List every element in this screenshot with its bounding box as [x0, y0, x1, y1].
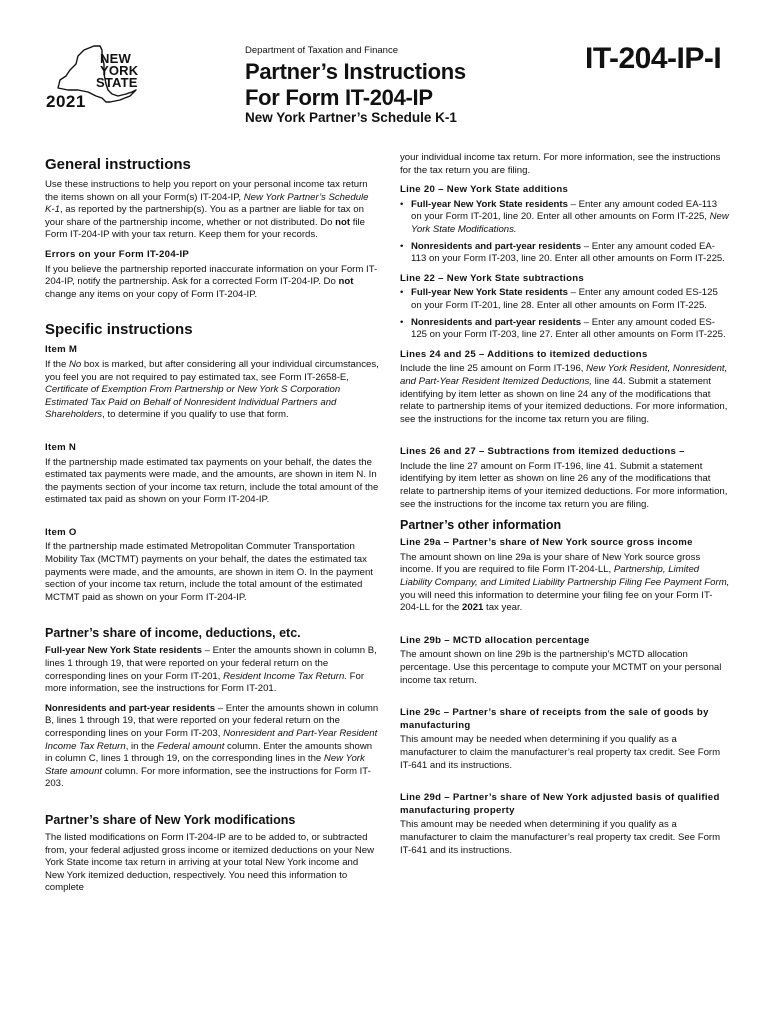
text-span: , in the [125, 740, 158, 752]
text-span: Resident Income Tax Return. [223, 670, 348, 682]
text-span: box is marked, but after considering all your individual circumstances, you feel you are not required to pay estimated tax, see Form IT-2658-E, [45, 358, 379, 383]
text-span: – Enter any amount coded ES-125 on your Form IT-203, line 27. Enter all other amounts on Form IT-225. [411, 316, 726, 341]
text-span: – Enter any amount coded ES-125 on your Form IT-201, line 28. Enter all other amounts on Form IT-225. [411, 287, 718, 311]
share-income-heading: Partner’s share of income, deductions, etc. [45, 626, 301, 641]
text-span: line 44. Submit a statement identifying by item letter as shown on line 24 any of the modifications that relate to partnership items of your itemized deductions. For more information, see the instructions for the income tax return you are filing. [400, 375, 728, 425]
form-number: IT-204-IP-I [585, 42, 722, 75]
text-span: Full-year New York State residents [411, 198, 568, 210]
text-span: Certificate of Exemption From Partnership or New York S Corporation Estimated Tax Paid on Behalf of Nonresident Individual Partners and Shareholders [45, 384, 341, 421]
text-span: – Enter the amounts shown in column B, lines 1 through 19, that were reported on your federal return on the corresponding lines on your Form IT-203, [45, 702, 379, 739]
text-span: – Enter any amount coded EA-113 on your Form IT-201, line 20. Enter all other amounts on Form IT-225, [411, 198, 718, 223]
text-span: Federal amount [157, 740, 225, 752]
line-29c-heading: Line 29c – Partner’s share of receipts from the sale of goods by manufacturing [400, 707, 709, 731]
line-22-list [400, 287, 730, 341]
text-span: Nonresidents and part-year residents [411, 316, 582, 328]
item-n-heading: Item N [45, 441, 77, 453]
text-span: Include the line 25 amount on Form IT-196, [400, 363, 587, 375]
text-span: New York Partner’s Schedule K-1 [45, 191, 369, 216]
text-span: , as reported by the partnership(s). You as a partner are liable for tax on your share of the partnership income, whether or not distributed. Do [45, 204, 364, 228]
line-20-list [400, 199, 730, 266]
line-29a-heading: Line 29a – Partner’s share of New York source gross income [400, 537, 693, 549]
tax-year: 2021 [46, 92, 86, 111]
text-span: New York State amount [45, 753, 365, 777]
text-span: Partnership, Limited Liability Company, and Limited Liability Partnership Filing Fee Payment Form, [400, 564, 730, 589]
item-o-text: If the partnership made estimated Metropolitan Commuter Transportation Mobility Tax (MCTMT) payments on your behalf, the dates the estimated tax payments were made, and the amounts, are shown in item O. In the payment section of your income tax return, include the total amount of the estimated MCTMT paid as shown on your Form IT-204-IP. [45, 541, 373, 603]
page-title [245, 59, 466, 111]
text-span: – Enter any amount coded EA-113 on your Form IT-203, line 20. Enter all other amounts on Form IT-225. [411, 240, 725, 265]
line-29b-heading: Line 29b – MCTD allocation percentage [400, 634, 590, 646]
text-span: Use these instructions to help you report on your personal income tax return the items shown on all your Form(s) IT-204-IP, [45, 179, 368, 203]
list-item [400, 287, 730, 312]
line-29d-heading: Line 29d – Partner’s share of New York adjusted basis of qualified manufacturing property [400, 792, 720, 816]
text-span: column. For more information, see the instructions for Form IT-203. [45, 765, 371, 790]
text-span: If the [45, 358, 69, 370]
text-span: For more information, see the instructions for Form IT-201. [45, 670, 365, 695]
text-span: Nonresidents and part-year residents [45, 702, 216, 714]
title-line-2: For Form IT-204-IP [245, 85, 433, 110]
line-29c-text: This amount may be needed when determining if you qualify as a manufacturer to claim the manufacturer’s real property tax credit. See Form IT-641 and its instructions. [400, 734, 721, 771]
text-span: New York State Modifications. [411, 211, 729, 235]
text-span: If you believe the partnership reported inaccurate information on your Form IT-204-IP, notify the partnership. Ask for a corrected Form IT-204-IP. Do [45, 263, 378, 288]
text-span: Full-year New York State residents [45, 645, 202, 657]
ny-modifications-text: The listed modifications on Form IT-204-IP are to be added to, or subtracted from, your federal adjusted gross income or itemized deductions on your New York State income tax return in arriving at your total New York income and New York itemized deduction, respectively. You need this information to complete [45, 831, 375, 894]
line-22-heading: Line 22 – New York State subtractions [400, 272, 585, 284]
ny-modifications-heading: Partner’s share of New York modifications [45, 812, 296, 827]
logo-word-new: NEW [100, 51, 131, 66]
item-m-heading: Item M [45, 344, 78, 356]
nonresidents-text [45, 703, 380, 791]
text-span: column. Enter the amounts shown in column C, lines 1 through 19, on the corresponding lines in the [45, 740, 373, 765]
text-span: , to determine if you qualify to use that form. [102, 409, 289, 421]
text-span: Full-year New York State residents [411, 287, 568, 299]
item-m-text [45, 359, 380, 422]
right-column [400, 152, 730, 864]
title-line-1: Partner’s Instructions [245, 59, 466, 84]
item-o-heading: Item O [45, 526, 77, 538]
text-span: No [69, 358, 82, 370]
text-span: you will need this information to determine your filing fee on your Form IT-204-LL for the [400, 589, 713, 614]
lines-24-25-heading: Lines 24 and 25 – Additions to itemized deductions [400, 348, 648, 360]
department-name: Department of Taxation and Finance [245, 45, 398, 56]
list-item [400, 241, 730, 266]
general-instructions-text [45, 179, 380, 242]
text-span: change any items on your copy of Form IT-204-IP. [45, 288, 258, 300]
lines-26-27-heading: Lines 26 and 27 – Subtractions from itemized deductions – [400, 446, 685, 458]
list-item [400, 199, 730, 237]
text-span: not [335, 216, 351, 228]
lines-26-27-text: Include the line 27 amount on Form IT-196, line 41. Submit a statement identifying by item letter as shown on line 26 any of the modifications that relate to partnership items of your itemized deductions. For more information, see the instructions for the income tax return you are filing. [400, 460, 728, 510]
text-span: file Form IT-204-IP with your tax return. Keep them for your records. [45, 216, 365, 241]
left-column [45, 152, 380, 902]
errors-text [45, 264, 380, 302]
text-span: The amount shown on line 29a is your share of New York source gross income. If you are required to file Form IT-204-LL, [400, 551, 701, 576]
logo-word-state: STATE [96, 75, 138, 90]
line-29b-text: The amount shown on line 29b is the partnership’s MCTD allocation percentage. Use this percentage to compute your MCTMT on your personal income tax return. [400, 649, 722, 686]
specific-instructions-heading: Specific instructions [45, 321, 193, 339]
text-span: Nonresident and Part-Year Resident Income Tax Return [45, 728, 378, 752]
list-item [400, 317, 730, 342]
errors-heading: Errors on your Form IT-204-IP [45, 248, 190, 260]
line-29a-text [400, 552, 730, 615]
general-instructions-heading: General instructions [45, 156, 191, 173]
text-span: 2021 [462, 602, 484, 614]
line-20-heading: Line 20 – New York State additions [400, 184, 569, 196]
other-information-heading: Partner’s other information [400, 518, 562, 533]
text-span: tax year. [483, 602, 523, 614]
text-span: – Enter the amounts shown in column B, lines 1 through 19, that were reported on your federal return on the corresponding lines on your Form IT-201, [45, 645, 377, 682]
text-span: New York Resident, Nonresident, and Part-Year Resident Itemized Deductions, [400, 363, 728, 387]
text-span: Nonresidents and part-year residents [411, 240, 582, 252]
page-subtitle: New York Partner’s Schedule K-1 [245, 110, 457, 125]
lines-24-25-text [400, 363, 730, 426]
continued-text: your individual income tax return. For more information, see the instructions for the tax return you are filing. [400, 152, 721, 176]
item-n-text: If the partnership made estimated tax payments on your behalf, the dates the estimated tax payments were made, and the amounts, are shown in item N. In the payments section of your income tax return, include the total amount of the estimated tax paid as shown on your Form IT-204-IP. [45, 456, 379, 506]
full-year-residents-text [45, 645, 380, 695]
logo-word-york: YORK [100, 63, 139, 78]
line-29d-text: This amount may be needed when determining if you qualify as a manufacturer to claim the manufacturer’s real property tax credit. See Form IT-641 and its instructions. [400, 819, 721, 856]
nys-logo [40, 40, 150, 115]
text-span: not [338, 276, 354, 288]
